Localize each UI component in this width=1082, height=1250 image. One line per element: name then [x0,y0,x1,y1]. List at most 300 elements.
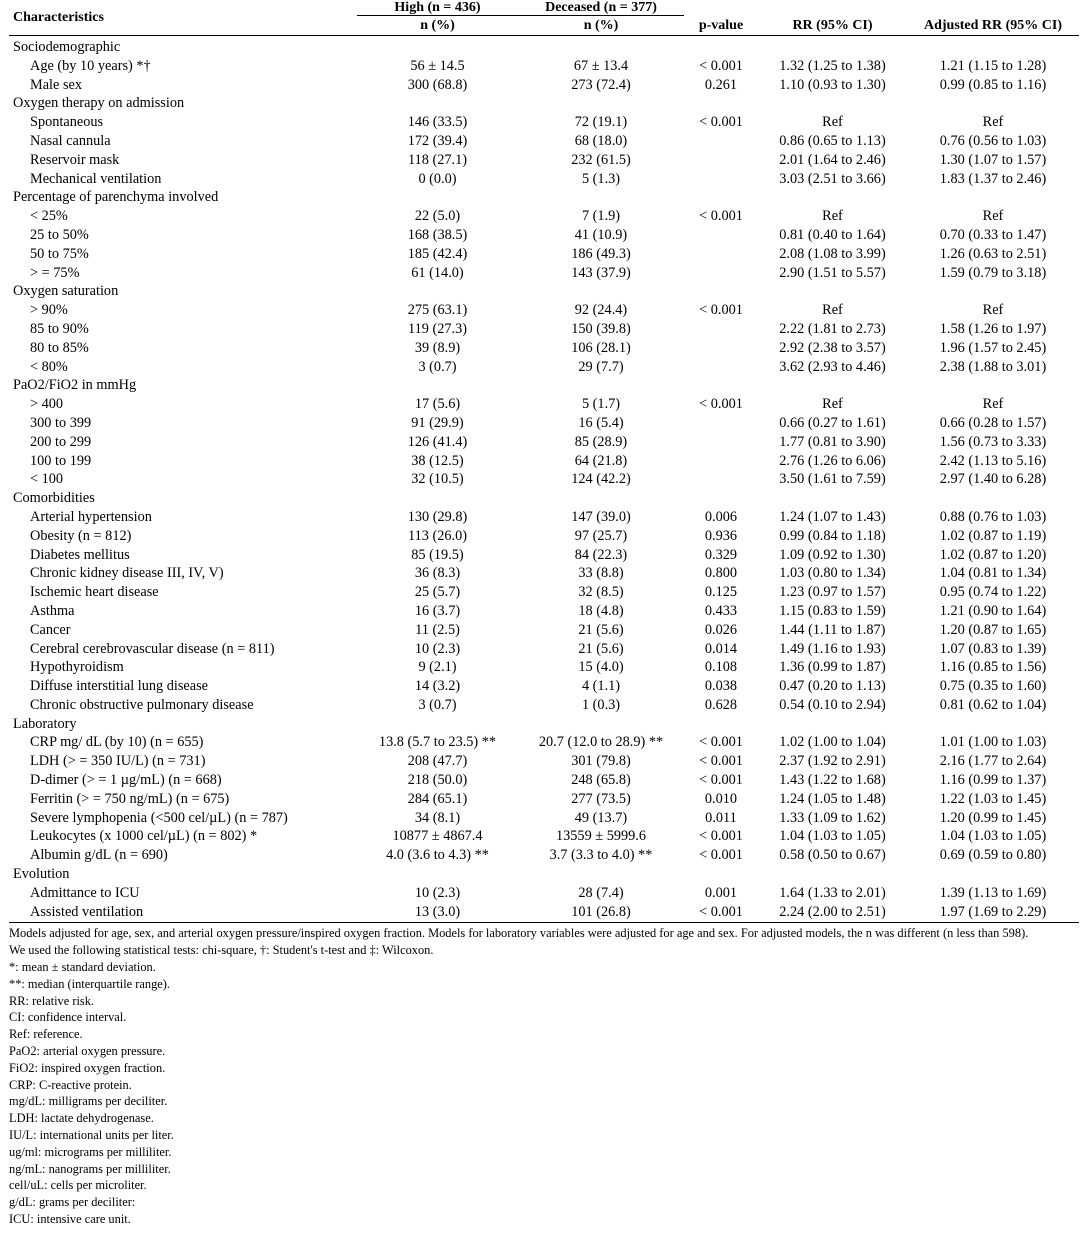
footnote: **: median (interquartile range). [9,976,171,991]
cell-deceased: 232 (61.5) [571,151,631,168]
row-label: 300 to 399 [30,414,92,431]
cell-adjusted-rr: Ref [982,302,1004,319]
section-row [9,376,1079,395]
cell-adjusted-rr: 1.01 (1.00 to 1.03) [939,734,1047,751]
cell-deceased: 186 (49.3) [571,245,631,262]
cell-adjusted-rr [907,94,1079,113]
table-row [9,301,1079,320]
row-label: Diffuse interstitial lung disease [30,678,209,695]
cell-deceased: 64 (21.8) [574,452,628,469]
cell-deceased: 21 (5.6) [578,621,624,638]
cell-pvalue [684,339,758,358]
row-label: Sociodemographic [13,39,121,55]
table-row [9,696,1079,715]
table-row [9,508,1079,527]
cell-pvalue [684,226,758,245]
footnote: ug/ml: micrograms per milliliter. [9,1144,172,1159]
table-row [9,339,1079,358]
cell-rr: 1.02 (1.00 to 1.04) [779,734,886,751]
table-row [9,752,1079,771]
cell-high: 300 (68.8) [407,76,468,93]
cell-deceased [518,188,684,207]
cell-adjusted-rr: 1.59 (0.79 to 3.18) [939,264,1047,281]
cell-rr: 3.50 (1.61 to 7.59) [779,471,886,488]
cell-adjusted-rr: 1.16 (0.99 to 1.37) [939,772,1047,789]
cell-rr: 1.49 (1.16 to 1.93) [779,640,886,657]
header-row-groups [9,0,1079,16]
cell-adjusted-rr [907,715,1079,734]
cell-high: 10 (2.3) [414,640,461,657]
table-row [9,564,1079,583]
cell-deceased [518,282,684,301]
cell-deceased: 67 ± 13.4 [573,57,629,74]
cell-adjusted-rr: 1.07 (0.83 to 1.39) [939,640,1047,657]
cell-high [357,865,518,884]
cell-deceased: 7 (1.9) [581,208,621,225]
cell-high: 168 (38.5) [407,226,468,243]
cell-high: 3 (0.7) [418,696,457,713]
cell-high: 118 (27.1) [407,151,468,168]
header-spacer-adj [907,0,1079,16]
cell-rr: 2.08 (1.08 to 3.99) [779,245,886,262]
cell-adjusted-rr: 1.04 (1.03 to 1.05) [939,828,1047,845]
cell-deceased: 147 (39.0) [571,508,631,525]
cell-high: 13.8 (5.7 to 23.5) ** [378,734,497,751]
cell-pvalue: < 0.001 [699,396,743,413]
row-label: Ferritin (> = 750 ng/mL) (n = 675) [30,790,230,807]
cell-pvalue: 0.125 [704,584,738,601]
cell-high: 113 (26.0) [407,527,468,544]
cell-pvalue: 0.628 [704,696,738,713]
section-row [9,36,1079,57]
cell-high: 36 (8.3) [414,565,461,582]
cell-high: 22 (5.0) [414,208,461,225]
cell-high: 10 (2.3) [414,884,461,901]
cell-adjusted-rr: 1.02 (0.87 to 1.19) [939,527,1047,544]
row-label: CRP mg/ dL (by 10) (n = 655) [30,734,204,751]
cell-high [357,376,518,395]
table-row [9,452,1079,471]
cell-adjusted-rr [907,489,1079,508]
cell-pvalue [684,245,758,264]
cell-pvalue [684,358,758,377]
section-row [9,188,1079,207]
cell-high: 185 (42.4) [407,245,468,262]
cell-adjusted-rr: 1.30 (1.07 to 1.57) [939,151,1047,168]
cell-pvalue [684,489,758,508]
cell-rr: 1.03 (0.80 to 1.34) [779,565,886,582]
table-row [9,640,1079,659]
cell-rr: 1.09 (0.92 to 1.30) [779,546,886,563]
row-label: Comorbidities [13,490,95,507]
cell-pvalue: 0.433 [704,602,738,619]
header-characteristics: Characteristics [9,0,357,36]
cell-deceased: 97 (25.7) [574,527,628,544]
cell-adjusted-rr: 0.95 (0.74 to 1.22) [939,584,1047,601]
cell-deceased: 15 (4.0) [578,659,624,676]
row-label: 200 to 299 [30,433,92,450]
table-row [9,658,1079,677]
cell-adjusted-rr: 0.99 (0.85 to 1.16) [939,76,1047,93]
cell-high: 218 (50.0) [407,772,468,789]
row-label: < 80% [30,358,68,375]
cell-rr: 1.64 (1.33 to 2.01) [779,884,886,901]
cell-high: 119 (27.3) [407,320,468,337]
section-row [9,715,1079,734]
cell-deceased: 150 (39.8) [571,320,631,337]
cell-adjusted-rr: 1.96 (1.57 to 2.45) [939,339,1047,356]
cell-rr: 0.86 (0.65 to 1.13) [779,132,886,149]
cell-deceased: 32 (8.5) [578,584,624,601]
cell-high: 25 (5.7) [414,584,461,601]
cell-pvalue: < 0.001 [699,753,743,770]
cell-pvalue [684,320,758,339]
cell-pvalue: 0.010 [704,790,738,807]
cell-deceased [518,865,684,884]
cell-adjusted-rr: 0.76 (0.56 to 1.03) [939,132,1047,149]
section-row [9,94,1079,113]
cell-deceased: 84 (22.3) [574,546,628,563]
cell-pvalue: 0.329 [704,546,738,563]
cell-pvalue [684,36,758,57]
cell-pvalue [684,132,758,151]
cell-pvalue: < 0.001 [699,772,743,789]
cell-rr: 1.24 (1.05 to 1.48) [779,790,886,807]
table-footnotes [9,922,1079,1227]
cell-adjusted-rr: 1.20 (0.99 to 1.45) [939,809,1047,826]
cell-rr: 3.62 (2.93 to 4.46) [779,358,886,375]
row-label: Hypothyroidism [30,659,124,676]
cell-adjusted-rr: 0.66 (0.28 to 1.57) [939,414,1047,431]
row-label: Admittance to ICU [30,884,140,901]
cell-rr: 1.43 (1.22 to 1.68) [779,772,886,789]
row-label: Albumin g/dL (n = 690) [30,847,168,864]
cell-adjusted-rr: Ref [982,114,1004,131]
table-row [9,414,1079,433]
table-body [9,36,1079,922]
section-row [9,489,1079,508]
cell-high [357,94,518,113]
header-group-high: High (n = 436) [357,0,518,16]
row-label: Arterial hypertension [30,508,152,525]
table-row [9,621,1079,640]
cell-high [357,715,518,734]
cell-pvalue [684,414,758,433]
row-label: Obesity (n = 812) [30,527,132,544]
row-label: Reservoir mask [30,151,120,168]
row-label: 80 to 85% [30,339,89,356]
cell-deceased: 18 (4.8) [578,602,624,619]
cell-adjusted-rr: 1.04 (0.81 to 1.34) [939,565,1047,582]
cell-rr: 2.22 (1.81 to 2.73) [779,320,886,337]
cell-adjusted-rr: 0.70 (0.33 to 1.47) [939,226,1047,243]
cell-rr: 0.66 (0.27 to 1.61) [779,414,886,431]
row-label: < 25% [30,208,68,225]
cell-high [357,188,518,207]
footnote: RR: relative risk. [9,993,94,1008]
cell-pvalue [684,470,758,489]
cell-rr [758,865,907,884]
cell-high: 39 (8.9) [414,339,461,356]
cell-rr: 2.01 (1.64 to 2.46) [779,151,886,168]
table-row [9,470,1079,489]
cell-deceased: 273 (72.4) [571,76,631,93]
header-spacer-rr [758,0,907,16]
header-group-deceased: Deceased (n = 377) [518,0,684,16]
cell-pvalue: 0.108 [704,659,738,676]
cell-high: 34 (8.1) [414,809,461,826]
cell-deceased: 28 (7.4) [578,884,624,901]
cell-adjusted-rr: 1.21 (1.15 to 1.28) [939,57,1047,74]
table-row [9,320,1079,339]
cell-rr: 1.36 (0.99 to 1.87) [779,659,886,676]
cell-rr: 1.33 (1.09 to 1.62) [779,809,886,826]
cell-high: 4.0 (3.6 to 4.3) ** [386,847,489,864]
row-label: 100 to 199 [30,452,92,469]
cell-rr: 1.04 (1.03 to 1.05) [779,828,886,845]
cell-deceased [518,36,684,57]
cell-high: 126 (41.4) [407,433,468,450]
cell-pvalue: 0.038 [704,678,738,695]
cell-high: 10877 ± 4867.4 [392,828,483,845]
footnote: g/dL: grams per deciliter: [9,1195,136,1210]
cell-adjusted-rr [907,865,1079,884]
row-label: Asthma [30,602,75,619]
row-label: 25 to 50% [30,226,89,243]
table-row [9,170,1079,189]
cell-rr [758,715,907,734]
cell-rr: 2.92 (2.38 to 3.57) [779,339,886,356]
footnote: FiO2: inspired oxygen fraction. [9,1060,166,1075]
cell-rr [758,36,907,57]
table-row [9,76,1079,95]
table-row [9,846,1079,865]
table-row [9,132,1079,151]
footnote: cell/uL: cells per microliter. [9,1178,147,1193]
cell-deceased: 5 (1.7) [581,396,621,413]
cell-high: 38 (12.5) [411,452,464,469]
cell-pvalue [684,715,758,734]
cell-adjusted-rr: 1.97 (1.69 to 2.29) [939,903,1047,920]
cell-deceased: 3.7 (3.3 to 4.0) ** [549,847,653,864]
cell-high: 146 (33.5) [407,114,468,131]
cell-rr: 2.37 (1.92 to 2.91) [779,753,886,770]
footnote: Ref: reference. [9,1027,83,1042]
row-label: Nasal cannula [30,132,111,149]
table-row [9,677,1079,696]
cell-pvalue: 0.006 [704,508,738,525]
row-label: Ischemic heart disease [30,584,159,601]
cell-deceased: 20.7 (12.0 to 28.9) ** [538,734,664,751]
row-label: Chronic kidney disease III, IV, V) [30,565,224,582]
cell-pvalue: 0.014 [704,640,738,657]
cell-deceased: 92 (24.4) [574,302,628,319]
row-label: Percentage of parenchyma involved [13,189,219,206]
cell-adjusted-rr: 1.22 (1.03 to 1.45) [939,790,1047,807]
cell-high: 13 (3.0) [414,903,461,920]
cell-rr [758,188,907,207]
cell-high: 208 (47.7) [407,753,468,770]
cell-rr: 2.24 (2.00 to 2.51) [779,903,886,920]
cell-adjusted-rr: 1.56 (0.73 to 3.33) [939,433,1047,450]
table-row [9,771,1079,790]
footnote: IU/L: international units per liter. [9,1128,174,1143]
header-high-n: n (%) [357,16,518,36]
cell-pvalue [684,264,758,283]
cell-deceased: 5 (1.3) [581,170,621,187]
table-row [9,809,1079,828]
cell-pvalue: < 0.001 [699,208,743,225]
table-row [9,433,1079,452]
table-row [9,245,1079,264]
section-row [9,282,1079,301]
cell-deceased: 16 (5.4) [578,414,624,431]
header-pvalue: p-value [684,16,758,36]
row-label: Mechanical ventilation [30,170,162,187]
cell-rr: 1.23 (0.97 to 1.57) [779,584,886,601]
row-label: D-dimer (> = 1 µg/mL) (n = 668) [30,772,222,789]
cell-high: 275 (63.1) [407,302,468,319]
table-row [9,602,1079,621]
row-label: Oxygen therapy on admission [13,95,185,112]
cell-deceased: 124 (42.2) [571,471,631,488]
row-label: Diabetes mellitus [30,546,130,563]
cell-adjusted-rr: 1.26 (0.63 to 2.51) [939,245,1047,262]
cell-high: 17 (5.6) [414,396,461,413]
table-row [9,151,1079,170]
cell-adjusted-rr [907,282,1079,301]
cell-adjusted-rr: 0.75 (0.35 to 1.60) [939,678,1047,695]
row-label: 85 to 90% [30,320,89,337]
cell-rr: Ref [822,208,843,225]
cell-deceased [518,489,684,508]
cell-pvalue [684,433,758,452]
cell-rr: 1.10 (0.93 to 1.30) [779,76,886,93]
cell-adjusted-rr: Ref [982,396,1004,413]
cell-high: 91 (29.9) [411,414,464,431]
header-rr: RR (95% CI) [758,16,907,36]
cell-rr: Ref [822,114,843,131]
cell-pvalue [684,94,758,113]
footnote: Models adjusted for age, sex, and arterial oxygen pressure/inspired oxygen fraction. Models for laboratory variables were adjusted for age and sex. For adjusted models, the n was different (n less than 598). [9,926,1029,941]
table-row [9,527,1079,546]
cell-adjusted-rr [907,188,1079,207]
cell-rr: 1.15 (0.83 to 1.59) [779,602,886,619]
footnote: mg/dL: milligrams per deciliter. [9,1094,168,1109]
cell-deceased [518,94,684,113]
row-label: PaO2/FiO2 in mmHg [13,377,137,394]
table-row [9,583,1079,602]
row-label: > = 75% [30,264,80,281]
cell-high [357,282,518,301]
cell-pvalue: 0.011 [705,809,737,826]
table-row [9,903,1079,922]
footnote: *: mean ± standard deviation. [9,960,156,975]
row-label: < 100 [30,471,64,488]
cell-rr [758,94,907,113]
cell-high: 130 (29.8) [407,508,468,525]
cell-deceased: 101 (26.8) [571,903,631,920]
cell-high [357,489,518,508]
cell-high: 9 (2.1) [418,659,457,676]
cell-adjusted-rr [907,36,1079,57]
cell-high: 0 (0.0) [418,170,457,187]
row-label: Laboratory [13,715,77,732]
cell-rr: 0.81 (0.40 to 1.64) [779,226,886,243]
cell-rr: 0.58 (0.50 to 0.67) [779,847,886,864]
cell-high: 14 (3.2) [414,678,461,695]
cell-pvalue: < 0.001 [699,734,743,751]
results-table [9,0,1079,921]
cell-high: 172 (39.4) [407,132,468,149]
footnote: LDH: lactate dehydrogenase. [9,1111,154,1126]
cell-pvalue: < 0.001 [699,847,743,864]
cell-high: 3 (0.7) [418,358,457,375]
cell-deceased: 13559 ± 5999.6 [555,828,647,845]
cell-pvalue: 0.800 [704,565,738,582]
row-label: Age (by 10 years) *† [30,57,151,74]
cell-rr: Ref [822,396,843,413]
row-label: Male sex [30,76,83,93]
cell-rr: 2.90 (1.51 to 5.57) [779,264,886,281]
cell-deceased: 248 (65.8) [571,772,631,789]
cell-pvalue [684,188,758,207]
cell-rr [758,376,907,395]
row-label: Evolution [13,866,70,883]
row-label: 50 to 75% [30,245,89,262]
header-adjusted-rr: Adjusted RR (95% CI) [907,16,1079,36]
table-row [9,395,1079,414]
table-row [9,733,1079,752]
cell-pvalue: < 0.001 [699,828,743,845]
cell-adjusted-rr: 1.39 (1.13 to 1.69) [939,884,1047,901]
cell-pvalue: 0.026 [704,621,738,638]
cell-high: 16 (3.7) [414,602,461,619]
row-label: Cancer [30,621,71,638]
cell-pvalue: 0.936 [704,527,738,544]
cell-deceased: 68 (18.0) [574,132,628,149]
cell-deceased: 33 (8.8) [578,565,624,582]
table-row [9,113,1079,132]
row-label: > 400 [30,396,64,413]
cell-rr: 0.54 (0.10 to 2.94) [779,696,886,713]
table-row [9,207,1079,226]
cell-pvalue: < 0.001 [699,302,743,319]
table-row [9,790,1079,809]
cell-high: 11 (2.5) [415,621,460,638]
cell-adjusted-rr: 0.69 (0.59 to 0.80) [939,847,1047,864]
cell-adjusted-rr: 1.58 (1.26 to 1.97) [939,320,1047,337]
row-label: Cerebral cerebrovascular disease (n = 811) [30,640,275,657]
cell-deceased: 1 (0.3) [581,696,621,713]
cell-pvalue [684,151,758,170]
cell-high: 85 (19.5) [411,546,464,563]
cell-adjusted-rr: Ref [982,208,1004,225]
footnote: CRP: C-reactive protein. [9,1077,132,1092]
table-row [9,358,1079,377]
cell-pvalue: 0.001 [704,884,738,901]
table-row [9,884,1079,903]
cell-pvalue: < 0.001 [699,114,743,131]
cell-deceased: 277 (73.5) [571,790,631,807]
footnote: CI: confidence interval. [9,1010,127,1025]
results-document [9,0,1079,1228]
cell-pvalue [684,282,758,301]
table-row [9,264,1079,283]
cell-high: 32 (10.5) [411,471,464,488]
cell-high: 56 ± 14.5 [410,57,465,74]
cell-pvalue [684,376,758,395]
